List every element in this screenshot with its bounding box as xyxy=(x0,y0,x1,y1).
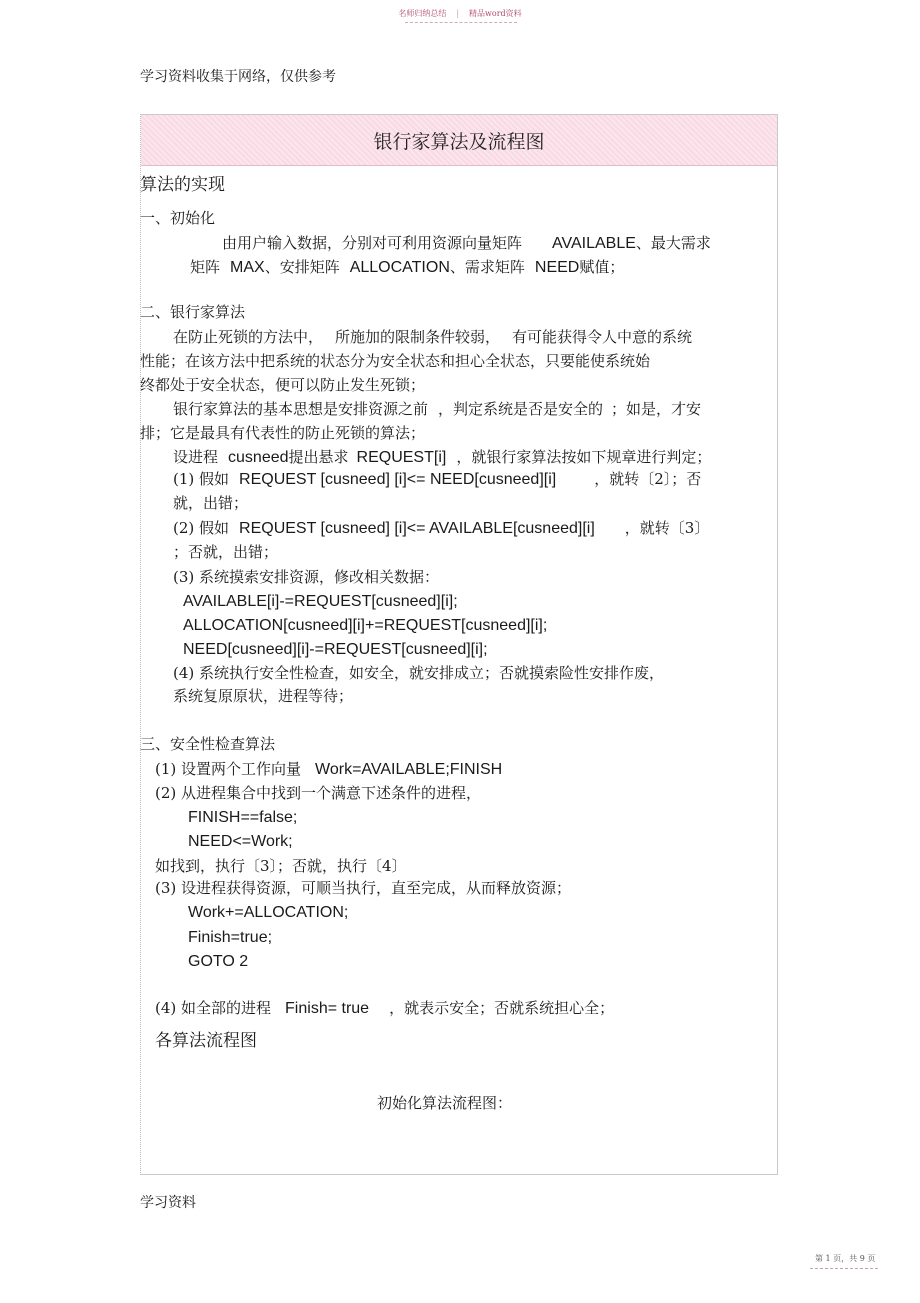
s2-step1-c: ，就转〔2〕；否 xyxy=(594,470,702,488)
s2-p3-a: 设进程 xyxy=(173,448,219,466)
s2-step2-b: REQUEST [cusneed] [i]<= AVAILABLE[cusneed][i] xyxy=(239,520,595,537)
footer-text: 学习资料 xyxy=(140,1195,196,1211)
s2-step4-cont: 系统复原原状，进程等待； xyxy=(173,687,354,705)
s2-step4: (4) 系统执行安全性检查，如安全，就安排成立；否就摸索险性安排作废， xyxy=(173,664,665,682)
s2-heading: 二、银行家算法 xyxy=(140,303,246,321)
page-note: 学习资料收集于网络，仅供参考 xyxy=(140,69,336,85)
s1-line2-e: 、需求矩阵 xyxy=(449,258,525,276)
footer-divider xyxy=(810,1268,878,1269)
s2-p1-line1-c: 有可能获得令人中意的系统 xyxy=(512,328,693,346)
s1-line2-c: 、安排矩阵 xyxy=(264,258,340,276)
s2-p3-e: [i] xyxy=(433,449,447,466)
s1-line2-f: NEED xyxy=(534,259,580,276)
s3-step3: (3) 设进程获得资源，可顺当执行，直至完成，从而释放资源； xyxy=(155,879,572,897)
s2-p1-line3: 终都处于安全状态，便可以防止发生死锁； xyxy=(140,376,426,394)
header-right-text: 精品word资料 xyxy=(469,9,522,18)
s2-step1 xyxy=(173,469,701,490)
s1-line2 xyxy=(190,257,624,278)
s2-code-line2: ALLOCATION[cusneed][i]+=REQUEST[cusneed][i]; xyxy=(183,617,548,634)
s2-p2-line1-b: ，判定系统是否是安全的 xyxy=(438,400,604,418)
section-heading: 算法的实现 xyxy=(140,175,225,195)
s2-p3-b: cusneed xyxy=(228,449,289,466)
s2-p1-line1 xyxy=(173,327,692,347)
s3-step4-a: (4) 如全部的进程 xyxy=(155,999,272,1017)
s3-found: 如找到，执行〔3〕；否就，执行〔4〕 xyxy=(155,857,407,875)
s3-step1-b: Work=AVAILABLE;FINISH xyxy=(315,761,503,778)
s2-p2-line1 xyxy=(173,399,701,419)
s1-heading: 一、初始化 xyxy=(140,209,216,227)
s2-p1-line2: 性能；在该方法中把系统的状态分为安全状态和担心全状态，只要能使系统始 xyxy=(140,352,651,370)
flow-heading: 各算法流程图 xyxy=(155,1031,257,1051)
s2-step1-a: (1) 假如 xyxy=(173,470,230,488)
s1-line1-a: 由用户输入数据，分别对可利用资源向量矩阵 xyxy=(222,234,523,252)
s2-step1-cont: 就，出错； xyxy=(173,494,249,512)
s1-line2-d: ALLOCATION xyxy=(349,259,450,276)
s2-step2-cont: ；否就，出错； xyxy=(173,543,279,561)
page-header: 名师归纳总结 | 精品word资料 xyxy=(398,9,522,18)
s3-step4-c: ，就表示安全；否就系统担心全； xyxy=(389,999,615,1017)
s2-p3-f: ，就银行家算法按如下规章进行判定； xyxy=(456,448,712,466)
s3-heading: 三、安全性检查算法 xyxy=(140,735,276,753)
header-divider xyxy=(405,22,517,23)
s2-step3: (3) 系统摸索安排资源，修改相关数据： xyxy=(173,568,440,586)
s3-code-line1: Work+=ALLOCATION; xyxy=(188,904,349,921)
s3-step2: (2) 从进程集合中找到一个满意下述条件的进程， xyxy=(155,784,482,802)
s3-step1-a: (1) 设置两个工作向量 xyxy=(155,760,302,778)
s2-step2 xyxy=(173,518,709,539)
s2-p1-line1-a: 在防止死锁的方法中， xyxy=(173,328,324,346)
document-title: 银行家算法及流程图 xyxy=(141,115,777,166)
s1-line1-c: 、最大需求 xyxy=(635,234,711,252)
s1-line2-g: 赋值； xyxy=(579,258,625,276)
s3-cond2: NEED<=Work; xyxy=(188,833,293,850)
s3-step4-b: Finish= true xyxy=(285,1000,370,1017)
s3-code-line2: Finish=true; xyxy=(188,929,273,946)
s3-cond1: FINISH==false; xyxy=(188,809,298,826)
s2-p2-line1-c: ；如是，才安 xyxy=(611,400,702,418)
s2-step2-a: (2) 假如 xyxy=(173,519,230,537)
s2-p3 xyxy=(173,447,711,468)
s2-p3-d: REQUEST xyxy=(356,449,434,466)
s2-code-line1: AVAILABLE[i]-=REQUEST[cusneed][i]; xyxy=(183,593,458,610)
s2-step1-b: REQUEST [cusneed] [i]<= NEED[cusneed][i] xyxy=(239,471,557,488)
s3-step1 xyxy=(155,759,502,780)
s1-line1 xyxy=(222,233,711,254)
s2-p3-c: 提出悬求 xyxy=(288,448,349,466)
s3-code-line3: GOTO 2 xyxy=(188,953,249,970)
s2-p2-line2: 排；它是最具有代表性的防止死锁的算法； xyxy=(140,424,426,442)
s1-line2-a: 矩阵 xyxy=(190,258,221,276)
flow-caption: 初始化算法流程图： xyxy=(377,1094,513,1112)
s2-code-line3: NEED[cusneed][i]-=REQUEST[cusneed][i]; xyxy=(183,641,488,658)
header-left-text: 名师归纳总结 xyxy=(398,9,447,18)
s2-p2-line1-a: 银行家算法的基本思想是安排资源之前 xyxy=(173,400,429,418)
s3-step4 xyxy=(155,998,614,1019)
s2-p1-line1-b: 所施加的限制条件较弱， xyxy=(335,328,501,346)
page-number: 第 1 页，共 9 页 xyxy=(815,1254,876,1263)
s1-line1-b: AVAILABLE xyxy=(552,235,636,252)
s2-step2-c: ，就转〔3〕 xyxy=(624,519,710,537)
s1-line2-b: MAX xyxy=(230,259,265,276)
